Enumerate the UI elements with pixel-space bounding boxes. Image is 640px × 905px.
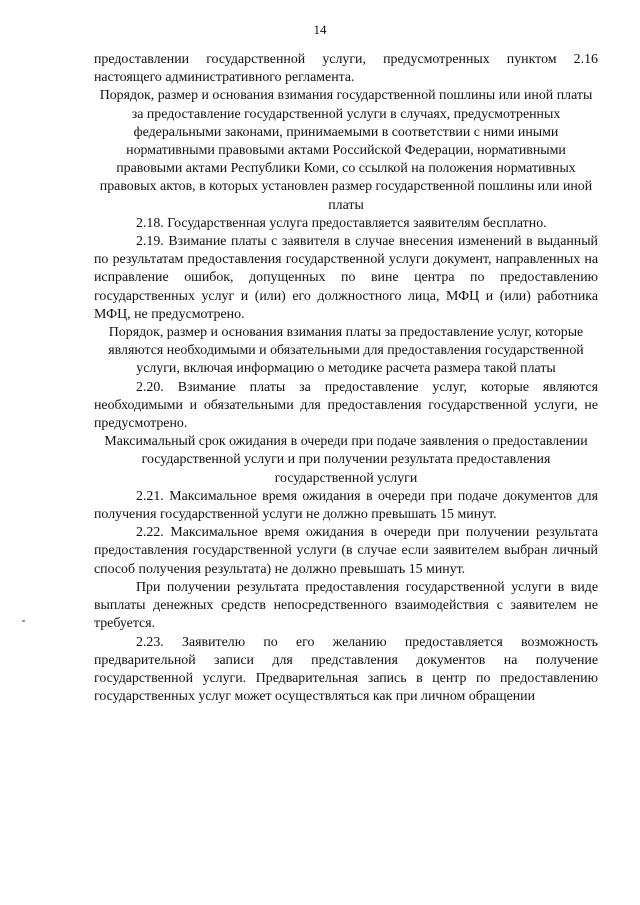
paragraph-2-23: 2.23. Заявителю по его желанию предоставляется возможность предварительной записи для представления документов на получение государственной услуги. Предварительная запись в центр по предоставлению государственных услуг может осуществляться как при личном обращении bbox=[94, 634, 598, 705]
section-heading-state-fee: Порядок, размер и основания взимания государственной пошлины или иной платы за предоставление государственной услуги в случаях, предусмотренных федеральными законами, принимаемыми в соответствии с ними иными нормативными правовыми актами Российской Федерации, нормативными правовыми актами Республики Коми, со ссылкой на положения нормативных правовых актов, в которых установлен размер государственной пошлины или иной платы bbox=[99, 88, 593, 213]
section-heading-queue-time: Максимальный срок ожидания в очереди при подаче заявления о предоставлении государственной услуги и при получении результата предоставления государственной услуги bbox=[104, 434, 588, 486]
section-heading-required-services-fee: Порядок, размер и основания взимания платы за предоставление услуг, которые являются необходимыми и обязательными для предоставления государственной услуги, включая информацию о методике расчета размера такой платы bbox=[108, 325, 584, 377]
scan-speck bbox=[22, 620, 25, 622]
page-number: 14 bbox=[313, 22, 327, 37]
paragraph-2-22: 2.22. Максимальное время ожидания в очереди при получении результата предоставления государственной услуги (в случае если заявителем выбран личный способ получения результата) не должно превышать 15 минут. bbox=[94, 525, 598, 577]
paragraph-2-19: 2.19. Взимание платы с заявителя в случае внесения изменений в выданный по результатам предоставления государственной услуги документ, направленных на исправление ошибок, допущенных по вине центра по предоставлению государственных услуг и (или) его должностного лица, МФЦ и (или) работника МФЦ, не предусмотрено. bbox=[94, 234, 598, 322]
paragraph-2-20: 2.20. Взимание платы за предоставление услуг, которые являются необходимыми и обязательными для предоставления государственной услуги, не предусмотрено. bbox=[94, 379, 598, 432]
document-body bbox=[94, 51, 598, 706]
paragraph-cash-payment: При получении результата предоставления государственной услуги в виде выплаты денежных средств непосредственного взаимодействия с заявителем не требуется. bbox=[94, 579, 598, 632]
paragraph-2-18: 2.18. Государственная услуга предоставляется заявителям бесплатно. bbox=[136, 215, 547, 231]
paragraph-continuation: предоставлении государственной услуги, предусмотренных пунктом 2.16 настоящего административного регламента. bbox=[94, 52, 598, 86]
paragraph-2-21: 2.21. Максимальное время ожидания в очереди при подаче документов для получения государственной услуги не должно превышать 15 минут. bbox=[94, 488, 598, 523]
